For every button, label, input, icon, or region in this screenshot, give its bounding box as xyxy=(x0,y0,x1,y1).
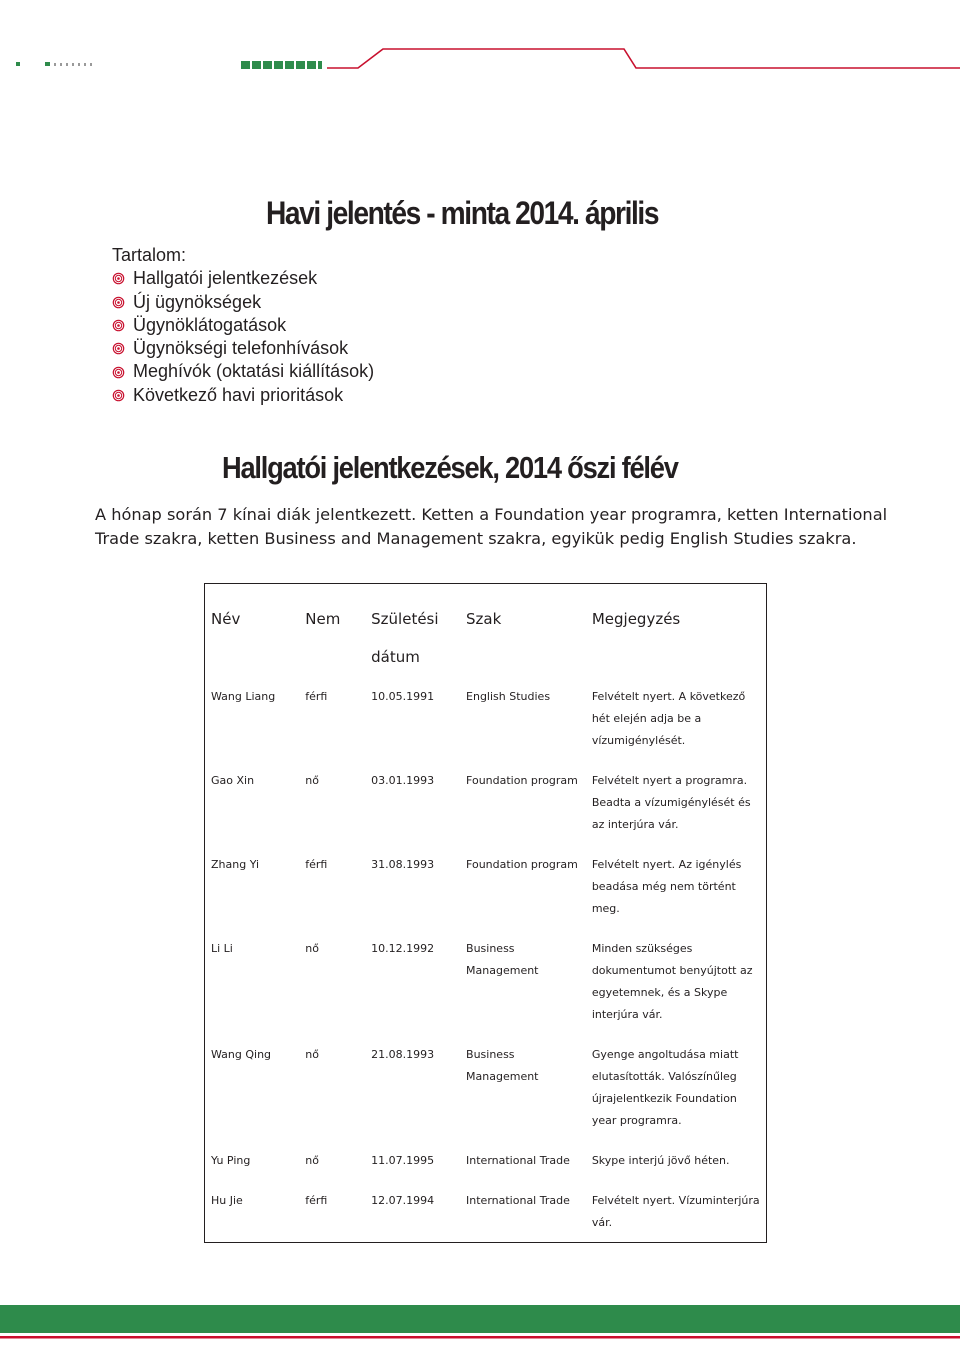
student-applications-table xyxy=(204,583,767,1243)
table-row xyxy=(205,844,767,928)
cell-name: Zhang Yi xyxy=(211,858,260,871)
toc-item xyxy=(112,337,374,360)
cell-birth-date: 11.07.1995 xyxy=(371,1154,435,1167)
ring-bullet-icon xyxy=(112,366,125,379)
ring-bullet-icon xyxy=(112,319,125,332)
cell-birth-date: 03.01.1993 xyxy=(371,774,435,787)
cell-name: Gao Xin xyxy=(211,774,255,787)
cell-name: Wang Qing xyxy=(211,1048,272,1061)
cell-birth-date: 31.08.1993 xyxy=(371,858,435,871)
toc-list xyxy=(112,267,374,407)
header-red-line xyxy=(327,49,960,68)
cell-note: Gyenge angoltudása miatt elutasították. Valószínűleg újrajelentkezik Foundation year programra. xyxy=(591,1048,739,1127)
cell-gender: férfi xyxy=(305,690,328,703)
cell-birth-date: 10.05.1991 xyxy=(371,690,435,703)
section-title: Hallgatói jelentkezések, 2014 őszi félév xyxy=(222,450,678,485)
toc-heading: Tartalom: xyxy=(112,245,187,265)
header-decoration xyxy=(0,40,960,80)
cell-gender: férfi xyxy=(305,858,328,871)
cell-gender: nő xyxy=(305,1048,319,1061)
header-dots-left xyxy=(16,62,92,66)
footer-green-band xyxy=(0,1305,960,1333)
ring-bullet-icon xyxy=(112,296,125,309)
footer-decoration xyxy=(0,1305,960,1358)
cell-note: Felvételt nyert. Vízuminterjúra vár. xyxy=(591,1194,760,1229)
cell-name: Li Li xyxy=(211,942,233,955)
header-name xyxy=(205,584,300,677)
cell-gender: férfi xyxy=(305,1194,328,1207)
cell-gender: nő xyxy=(305,942,319,955)
cell-major: International Trade xyxy=(466,1154,570,1167)
table-of-contents xyxy=(112,244,374,407)
footer-red-line xyxy=(0,1336,960,1339)
ring-bullet-icon xyxy=(112,342,125,355)
header-major xyxy=(460,584,586,677)
toc-item-label: Hallgatói jelentkezések xyxy=(133,268,318,289)
header-birth-line1: Születési xyxy=(371,610,439,628)
header-birth-date xyxy=(365,584,460,677)
cell-gender: nő xyxy=(305,774,319,787)
table-row xyxy=(205,676,767,760)
toc-item xyxy=(112,314,374,337)
cell-name: Hu Jie xyxy=(211,1194,243,1207)
cell-major: Business Management xyxy=(466,942,539,977)
table-header-row xyxy=(205,584,767,677)
toc-item xyxy=(112,384,374,407)
report-title: Havi jelentés - minta 2014. április xyxy=(266,195,659,231)
toc-item-label: Ügynöklátogatások xyxy=(133,314,287,335)
cell-major: Foundation program xyxy=(466,858,578,871)
header-name-label: Név xyxy=(211,610,241,628)
toc-item-label: Új ügynökségek xyxy=(133,291,262,312)
toc-item xyxy=(112,291,374,314)
table-row xyxy=(205,1034,767,1140)
cell-birth-date: 12.07.1994 xyxy=(371,1194,435,1207)
table-row xyxy=(205,1180,767,1243)
header-green-blocks xyxy=(241,61,322,69)
cell-birth-date: 21.08.1993 xyxy=(371,1048,435,1061)
cell-note: Felvételt nyert a programra. Beadta a vízumigénylését és az interjúra vár. xyxy=(591,774,751,831)
cell-note: Skype interjú jövő héten. xyxy=(591,1154,730,1167)
table-row xyxy=(205,760,767,844)
cell-major: International Trade xyxy=(466,1194,570,1207)
table-row xyxy=(205,928,767,1034)
cell-gender: nő xyxy=(305,1154,319,1167)
ring-bullet-icon xyxy=(112,389,125,402)
toc-item-label: Meghívók (oktatási kiállítások) xyxy=(133,361,375,382)
cell-major: English Studies xyxy=(466,690,551,703)
cell-major: Business Management xyxy=(466,1048,539,1083)
cell-name: Yu Ping xyxy=(211,1154,251,1167)
toc-item xyxy=(112,360,374,383)
header-gender xyxy=(299,584,365,677)
cell-note: Minden szükséges dokumentumot benyújtott az egyetemnek, és a Skype interjúra vár. xyxy=(591,942,753,1021)
toc-item-label: Következő havi prioritások xyxy=(133,384,344,405)
header-major-label: Szak xyxy=(466,610,502,628)
header-note-label: Megjegyzés xyxy=(591,610,681,628)
cell-birth-date: 10.12.1992 xyxy=(371,942,435,955)
cell-note: Felvételt nyert. A következő hét elején adja be a vízumigénylését. xyxy=(591,690,746,747)
cell-name: Wang Liang xyxy=(211,690,276,703)
toc-item xyxy=(112,267,374,290)
cell-major: Foundation program xyxy=(466,774,578,787)
header-birth-line2: dátum xyxy=(371,648,420,666)
header-note xyxy=(586,584,767,677)
toc-item-label: Ügynökségi telefonhívások xyxy=(133,338,349,359)
cell-note: Felvételt nyert. Az igénylés beadása még nem történt meg. xyxy=(591,858,742,915)
header-gender-label: Nem xyxy=(305,610,341,628)
table-row xyxy=(205,1140,767,1180)
ring-bullet-icon xyxy=(112,272,125,285)
section-intro: A hónap során 7 kínai diák jelentkezett. Ketten a Foundation year programra, ketten International Trade szakra, ketten Business and Management szakra, egyikük pedig English Studies szakra. xyxy=(95,505,888,548)
